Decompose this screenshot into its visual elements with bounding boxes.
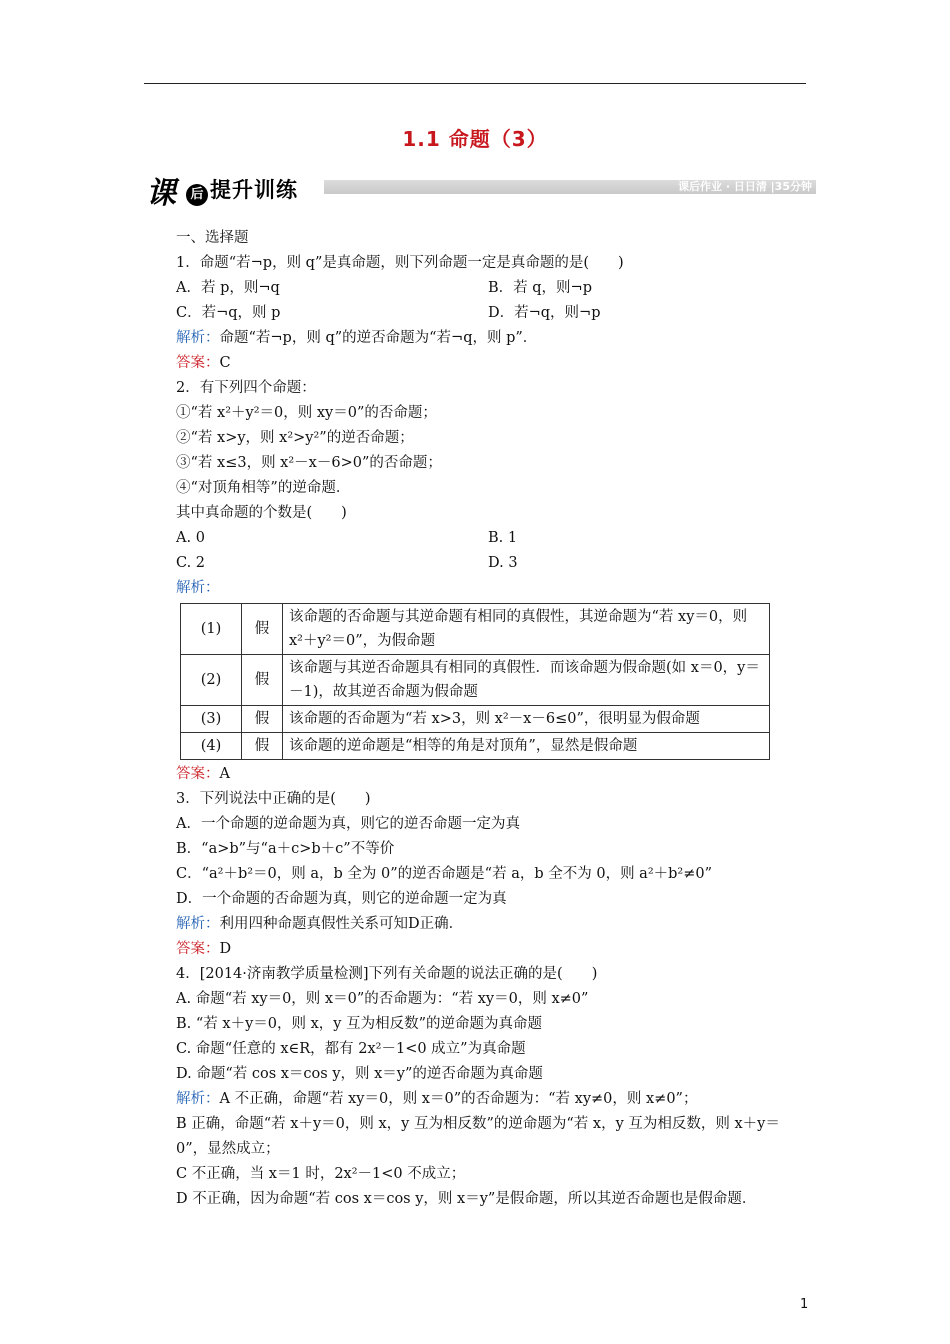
banner-logo: 课	[146, 176, 176, 211]
q2-proposition-2: ②“若 x>y，则 x²>y²”的逆否命题；	[176, 430, 414, 446]
row-number: (4)	[181, 733, 242, 760]
row-explanation: 该命题的否命题与其逆命题有相同的真假性，其逆命题为“若 xy＝0，则 x²＋y²＝0”，为假命题	[283, 604, 770, 655]
row-number: (1)	[181, 604, 242, 655]
page-title: 1.1 命题（3）	[402, 127, 548, 151]
banner-bar-text: 课后作业 · 日日清 |35分钟	[678, 180, 812, 193]
row-verdict: 假	[242, 655, 283, 706]
q4-option-a: A. 命题“若 xy＝0，则 x＝0”的否命题为：“若 xy＝0，则 x≠0”	[176, 991, 589, 1007]
q3-option-b: B．“a>b”与“a＋c>b＋c”不等价	[176, 841, 395, 857]
q2-answer-label: 答案：	[176, 766, 220, 782]
q4-stem: 4．[2014·济南教学质量检测]下列有关命题的说法正确的是( )	[176, 966, 598, 982]
q3-analysis-label: 解析：	[176, 916, 220, 932]
q2-option-d: D. 3	[488, 555, 518, 571]
q1-answer-label: 答案：	[176, 355, 220, 371]
q1-option-c: C．若¬q，则 p	[176, 305, 281, 321]
q2-proposition-4: ④“对顶角相等”的逆命题．	[176, 480, 351, 496]
q3-option-c: C．“a²＋b²＝0，则 a，b 全为 0”的逆否命题是“若 a，b 全不为 0，则 a²＋b²≠0”	[176, 866, 713, 882]
q4-option-b: B. “若 x＋y＝0，则 x，y 互为相反数”的逆命题为真命题	[176, 1016, 542, 1032]
row-verdict: 假	[242, 604, 283, 655]
q1-option-a: A．若 p，则¬q	[176, 280, 280, 296]
page-number: 1	[800, 1297, 809, 1312]
q2-proposition-3: ③“若 x≤3，则 x²－x－6>0”的否命题；	[176, 455, 442, 471]
q1-analysis-label: 解析：	[176, 330, 220, 346]
q3-analysis-text: 利用四种命题真假性关系可知D正确．	[219, 916, 464, 932]
q1-options-ab	[176, 276, 806, 301]
document-body	[176, 226, 806, 1212]
q2-option-c: C. 2	[176, 555, 206, 571]
q2-analysis-label: 解析：	[176, 580, 220, 596]
row-number: (2)	[181, 655, 242, 706]
q1-options-cd	[176, 301, 806, 326]
q3-option-d: D．一个命题的否命题为真，则它的逆命题一定为真	[176, 891, 507, 907]
q1-analysis	[176, 326, 806, 351]
q4-analysis-label: 解析：	[176, 1091, 220, 1107]
q3-answer-label: 答案：	[176, 941, 220, 957]
table-row	[181, 706, 770, 733]
row-explanation: 该命题与其逆否命题具有相同的真假性．而该命题为假命题(如 x＝0，y＝－1)，故其逆否命题为假命题	[283, 655, 770, 706]
row-verdict: 假	[242, 733, 283, 760]
row-explanation: 该命题的否命题为“若 x>3，则 x²－x－6≤0”，很明显为假命题	[283, 706, 770, 733]
header-rule	[144, 83, 806, 84]
table-row	[181, 604, 770, 655]
q2-options-cd	[176, 551, 806, 576]
q2-ask: 其中真命题的个数是( )	[176, 505, 347, 521]
q2-analysis-table	[180, 603, 770, 760]
q2-option-b: B. 1	[488, 530, 518, 546]
q2-proposition-1: ①“若 x²＋y²＝0，则 xy＝0”的否命题；	[176, 405, 437, 421]
row-number: (3)	[181, 706, 242, 733]
q2-analysis	[176, 576, 806, 601]
table-row	[181, 733, 770, 760]
q1-analysis-text: 命题“若¬p，则 q”的逆否命题为“若¬q，则 p”．	[219, 330, 538, 346]
q3-answer-value: D	[219, 941, 232, 957]
q1-answer	[176, 351, 806, 376]
q4-analysis-b: B 正确，命题“若 x＋y＝0，则 x，y 互为相反数”的逆命题为“若 x，y 互为相反数，则 x＋y＝0”，显然成立；	[176, 1116, 780, 1157]
banner-logo-badge: 后	[186, 184, 208, 206]
row-verdict: 假	[242, 706, 283, 733]
q1-option-b: B．若 q，则¬p	[488, 280, 592, 296]
q4-analysis-d: D 不正确，因为命题“若 cos x＝cos y，则 x＝y”是假命题，所以其逆否命题也是假命题．	[176, 1191, 757, 1207]
banner-heading: 提升训练	[210, 178, 298, 202]
q4-option-d: D. 命题“若 cos x＝cos y，则 x＝y”的逆否命题为真命题	[176, 1066, 543, 1082]
q4-option-c: C. 命题“任意的 x∈R，都有 2x²－1<0 成立”为真命题	[176, 1041, 526, 1057]
q4-analysis-a	[176, 1087, 806, 1112]
q1-option-d: D．若¬q，则¬p	[488, 305, 601, 321]
q4-analysis-a-text: A 不正确，命题“若 xy＝0，则 x＝0”的否命题为：“若 xy≠0，则 x≠0”；	[219, 1091, 698, 1107]
q2-answer-value: A	[219, 766, 230, 782]
q2-option-a: A. 0	[176, 530, 205, 546]
q1-answer-value: C	[219, 355, 231, 371]
q3-answer	[176, 937, 806, 962]
q3-analysis	[176, 912, 806, 937]
q3-stem: 3．下列说法中正确的是( )	[176, 791, 371, 807]
q2-options-ab	[176, 526, 806, 551]
q3-option-a: A．一个命题的逆命题为真，则它的逆否命题一定为真	[176, 816, 520, 832]
section-heading: 一、选择题	[176, 230, 249, 246]
q1-stem: 1．命题“若¬p，则 q”是真命题，则下列命题一定是真命题的是( )	[176, 255, 624, 271]
q2-answer	[176, 762, 806, 787]
row-explanation: 该命题的逆命题是“相等的角是对顶角”，显然是假命题	[283, 733, 770, 760]
q4-analysis-c: C 不正确，当 x＝1 时，2x²－1<0 不成立；	[176, 1166, 466, 1182]
q2-stem: 2．有下列四个命题：	[176, 380, 316, 396]
table-row	[181, 655, 770, 706]
section-banner	[146, 170, 816, 211]
banner-bar	[324, 180, 816, 194]
